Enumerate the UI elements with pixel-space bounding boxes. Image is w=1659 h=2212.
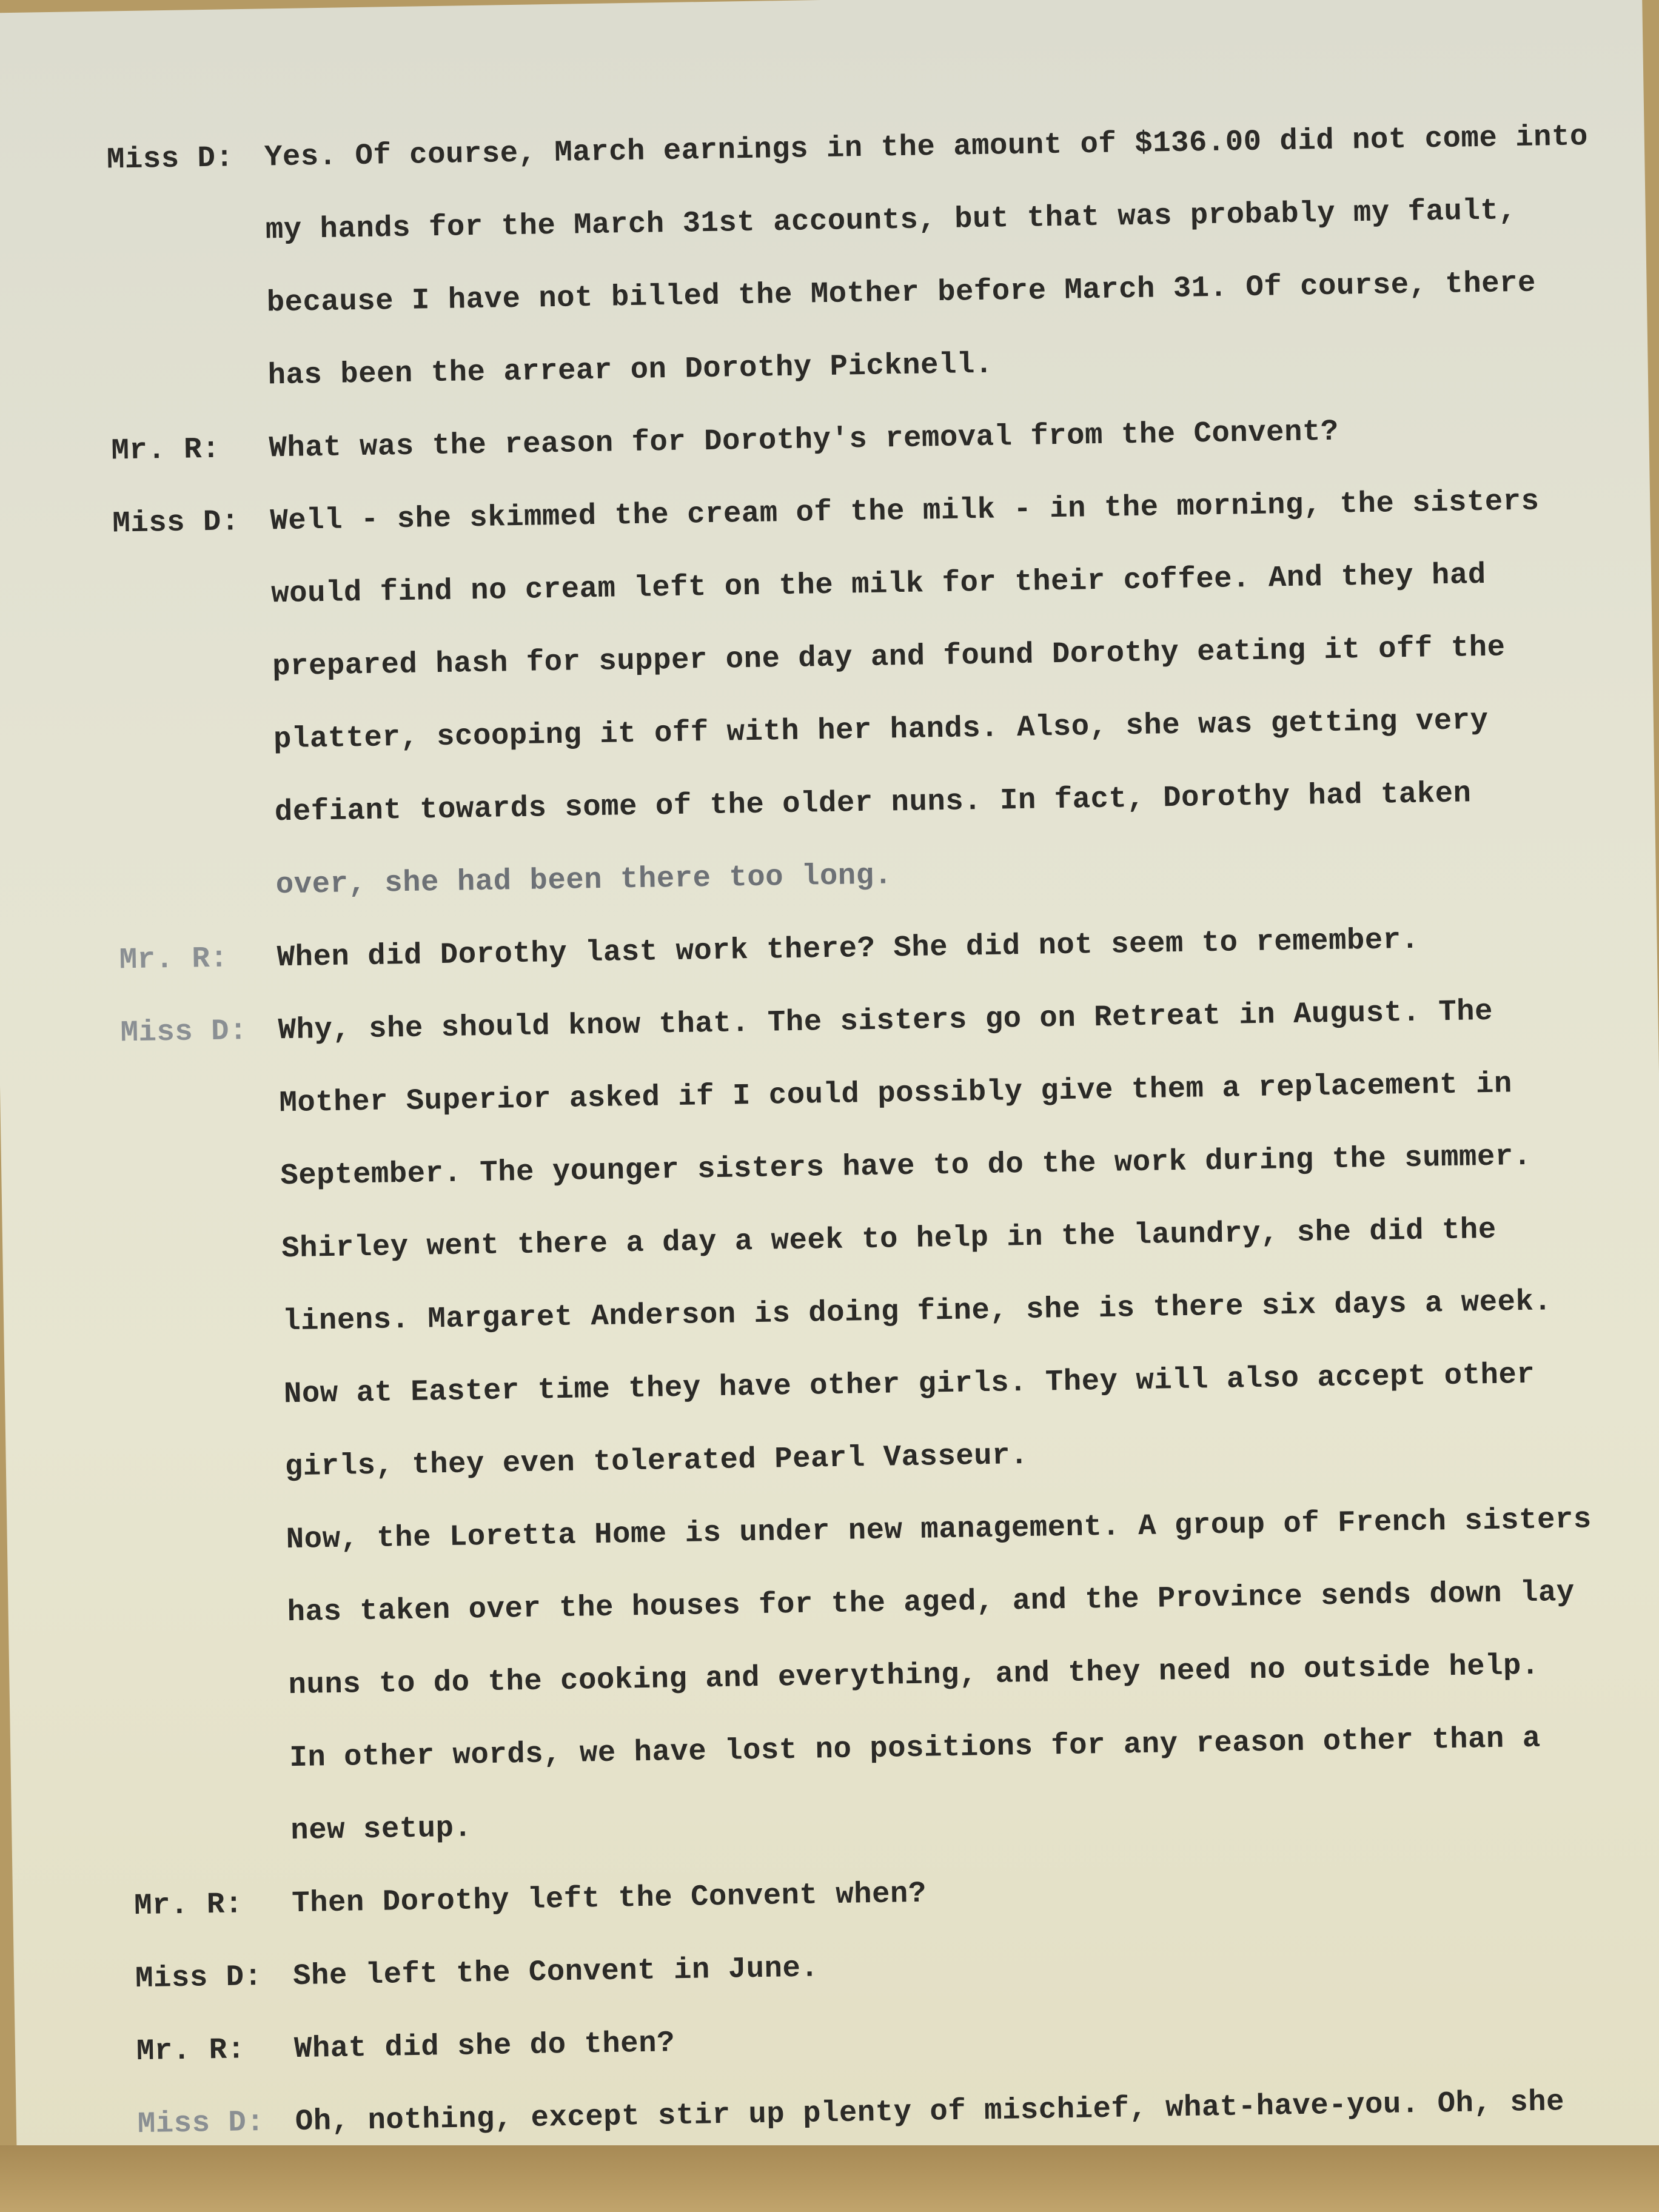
interview-transcript xyxy=(106,100,1623,2160)
text-line: Shirley went there a day a week to help in the laundry, she did the xyxy=(281,1212,1497,1266)
speaker-label: Mr. R: xyxy=(136,2033,246,2069)
entry-text xyxy=(269,464,1604,921)
text-line: Now at Easter time they have other girls. They will also accept other xyxy=(283,1357,1535,1412)
text-line: In other words, we have lost no positions for any reason other than a xyxy=(289,1721,1541,1775)
dialogue-entry xyxy=(112,464,1604,923)
speaker-label: Mr. R: xyxy=(111,432,221,468)
text-line: Well - she skimmed the cream of the milk - in the morning, the sisters xyxy=(269,484,1540,538)
text-line: over, she had been there too long. xyxy=(275,858,893,902)
entry-text xyxy=(264,100,1596,412)
text-line: What did she do then? xyxy=(293,2026,675,2066)
speaker-label: Miss D: xyxy=(120,1014,248,1050)
speaker-label: Miss D: xyxy=(135,1959,263,1996)
text-line: girls, they even tolerated Pearl Vasseur. xyxy=(284,1438,1029,1484)
entry-text xyxy=(278,973,1619,1867)
speaker-label: Miss D: xyxy=(106,141,234,177)
text-line: Mother Superior asked if I could possibly give them a replacement in xyxy=(279,1067,1513,1121)
text-line: September. The younger sisters have to do the work during the summer. xyxy=(280,1139,1532,1193)
text-line: nuns to do the cooking and everything, and they need no outside help. xyxy=(288,1648,1540,1703)
text-line: linens. Margaret Anderson is doing fine, she is there six days a week. xyxy=(282,1284,1552,1339)
dialogue-entry xyxy=(106,100,1596,414)
text-line: my hands for the March 31st accounts, but that was probably my fault, xyxy=(265,193,1517,247)
text-line: has taken over the houses for the aged, and the Province sends down lay xyxy=(287,1575,1575,1630)
text-line: because I have not billed the Mother before March 31. Of course, there xyxy=(266,266,1537,320)
text-line: When did Dorothy last work there? She did not seem to remember. xyxy=(276,922,1419,975)
text-line: defiant towards some of the older nuns. In fact, Dorothy had taken xyxy=(274,776,1472,830)
speaker-label: Mr. R: xyxy=(133,1887,244,1923)
text-line: would find no cream left on the milk for their coffee. And they had xyxy=(270,557,1487,611)
text-line: She left the Convent in June. xyxy=(292,1951,819,1994)
desk-surface xyxy=(0,2145,1659,2212)
text-line: platter, scooping it off with her hands. Also, she was getting very xyxy=(273,703,1489,757)
text-line: Oh, nothing, except stir up plenty of mischief, what-have-you. Oh, she xyxy=(295,2085,1565,2139)
text-line: Now, the Loretta Home is under new management. A group of French sisters xyxy=(286,1502,1592,1557)
dialogue-entry xyxy=(120,973,1619,1869)
speaker-label: Miss D: xyxy=(112,504,240,541)
text-line: prepared hash for supper one day and found Dorothy eating it off the xyxy=(272,630,1506,684)
text-line: What was the reason for Dorothy's removal from the Convent? xyxy=(269,414,1339,466)
text-line: new setup. xyxy=(290,1811,472,1848)
text-line: Why, she should know that. The sisters go on Retreat in August. The xyxy=(278,994,1493,1048)
text-line: has been the arrear on Dorothy Picknell. xyxy=(267,347,994,393)
speaker-label: Miss D: xyxy=(137,2105,265,2142)
text-line: Then Dorothy left the Convent when? xyxy=(291,1876,927,1921)
speaker-label: Mr. R: xyxy=(119,941,229,977)
text-line: Yes. Of course, March earnings in the amount of $136.00 did not come into xyxy=(264,119,1589,175)
